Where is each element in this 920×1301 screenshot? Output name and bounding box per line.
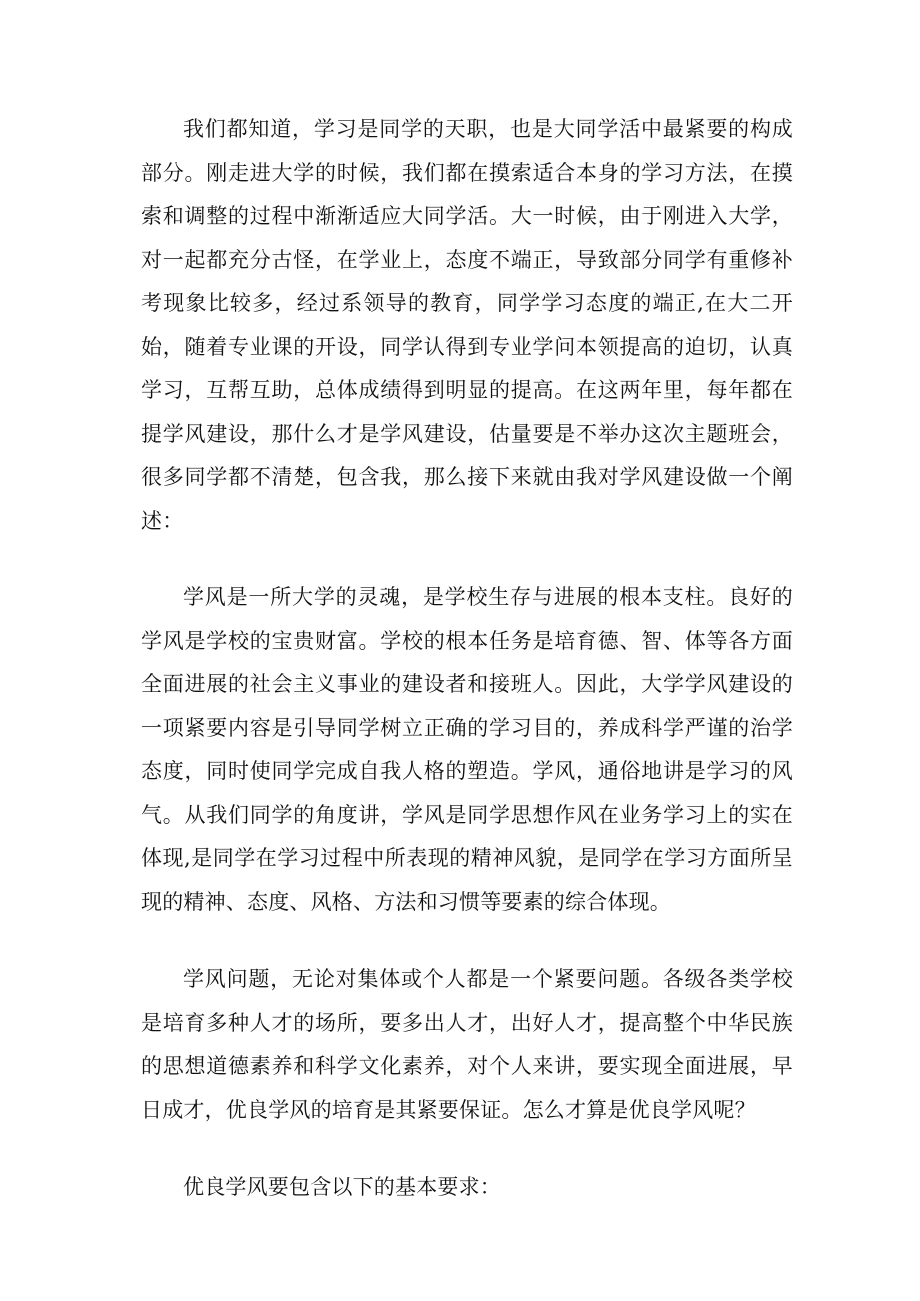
- paragraph-4: 优良学风要包含以下的基本要求：: [183, 1175, 501, 1199]
- document-page: [141, 108, 793, 1210]
- paragraph-3: 学风问题，无论对集体或个人都是一个紧要问题。各级各类学校是培育多种人才的场所，要多出人才，出好人才，提高整个中华民族的思想道德素养和科学文化素养，对个人来讲，要实现全面进展，早日成才，优良学风的培育是其紧要保证。怎么才算是优良学风呢？: [141, 967, 793, 1122]
- paragraph-2: 学风是一所大学的灵魂，是学校生存与进展的根本支柱。良好的学风是学校的宝贵财富。学校的根本任务是培育德、智、体等各方面全面进展的社会主义事业的建设者和接班人。因此，大学学风建设的一项紧要内容是引导同学树立正确的学习目的，养成科学严谨的治学态度，同时使同学完成自我人格的塑造。学风，通俗地讲是学习的风气。从我们同学的角度讲，学风是同学思想作风在业务学习上的实在体现,是同学在学习过程中所表现的精神风貌，是同学在学习方面所呈现的精神、态度、风格、方法和习惯等要素的综合体现。: [141, 585, 793, 914]
- paragraph-1: 我们都知道，学习是同学的天职，也是大同学活中最紧要的构成部分。刚走进大学的时候，我们都在摸索适合本身的学习方法，在摸索和调整的过程中渐渐适应大同学活。大一时候，由于刚进入大学，对一起都充分古怪，在学业上，态度不端正，导致部分同学有重修补考现象比较多，经过系领导的教育，同学学习态度的端正,在大二开始，随着专业课的开设，同学认得到专业学问本领提高的迫切，认真学习，互帮互助，总体成绩得到明显的提高。在这两年里，每年都在提学风建设，那什么才是学风建设，估量要是不举办这次主题班会，很多同学都不清楚，包含我，那么接下来就由我对学风建设做一个阐述：: [141, 117, 793, 533]
